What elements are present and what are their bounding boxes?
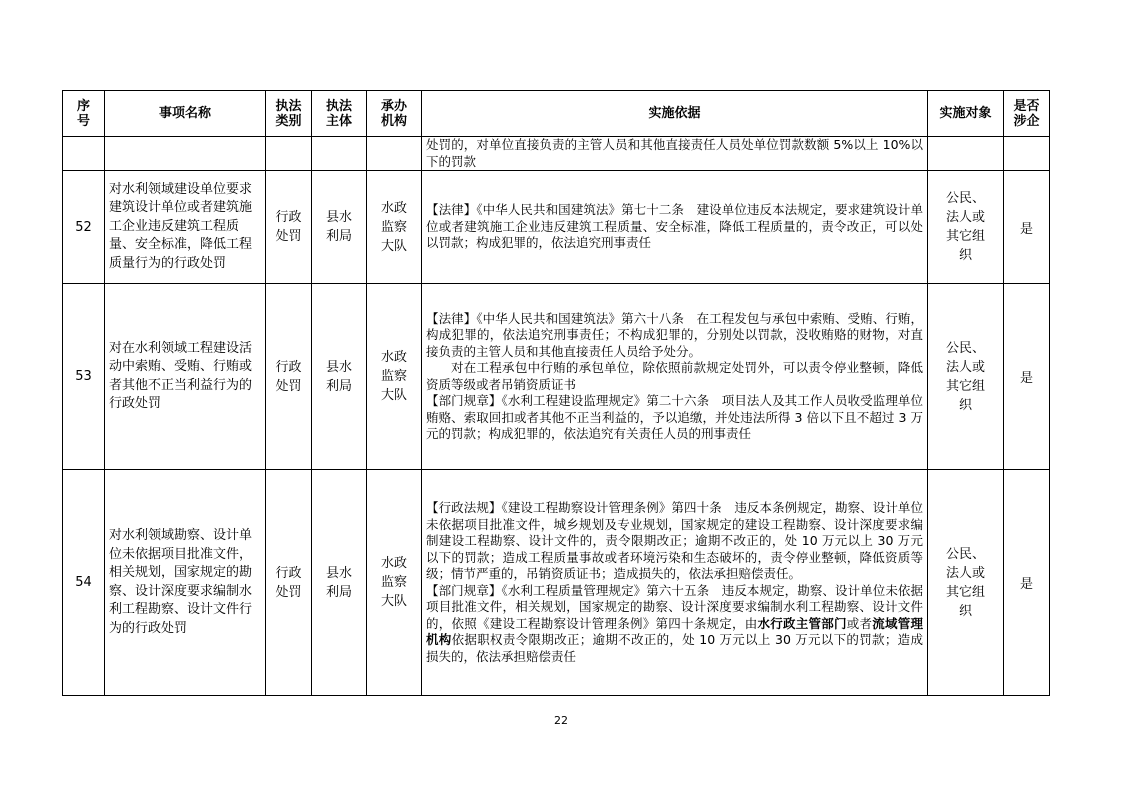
header-basis: 实施依据 — [422, 91, 928, 137]
row-name: 对在水利领域工程建设活动中索贿、受贿、行贿或者其他不正当利益行为的行政处罚 — [105, 284, 266, 470]
enforcement-table — [62, 90, 1050, 696]
row-type: 行政处罚 — [266, 284, 312, 470]
header-agency: 承办机构 — [367, 91, 422, 137]
header-row — [63, 91, 1050, 137]
header-enterprise: 是否涉企 — [1004, 91, 1050, 137]
row-basis — [422, 171, 928, 284]
row-agency: 水政监察大队 — [367, 470, 422, 696]
row-no: 54 — [63, 470, 105, 696]
basis-paragraph: 【部门规章】《水利工程建设监理规定》第二十六条 项目法人及其工作人员收受监理单位贿赂、索取回扣或者其他不正当利益的，予以追缴，并处违法所得 3 倍以下且不超过 3 万元的罚款；构成犯罪的，依法追究有关责任人员的刑事责任 — [426, 393, 923, 441]
continued-basis: 处罚的，对单位直接负责的主管人员和其他直接责任人员处单位罚款数额 5%以上 10%以下的罚款 — [422, 137, 928, 171]
row-type: 行政处罚 — [266, 171, 312, 284]
row-agency: 水政监察大队 — [367, 171, 422, 284]
row-target: 公民、法人或其它组织 — [928, 284, 1004, 470]
row-name: 对水利领域建设单位要求建筑设计单位或者建筑施工企业违反建筑工程质量、安全标准，降低工程质量行为的行政处罚 — [105, 171, 266, 284]
row-no: 52 — [63, 171, 105, 284]
row-basis — [422, 470, 928, 696]
basis-paragraph: 【行政法规】《建设工程勘察设计管理条例》第四十条 违反本条例规定，勘察、设计单位未依据项目批准文件，城乡规划及专业规划，国家规定的建设工程勘察、设计深度要求编制建设工程勘察、设计文件的，责令限期改正；逾期不改正的，处 10 万元以上 30 万元以下的罚款；造成工程质量事故或者环境污染和生态破坏的，责令停业整顿，降低资质等级；情节严重的，吊销资质证书；造成损失的，依法承担赔偿责任。 — [426, 500, 923, 581]
row-type: 行政处罚 — [266, 470, 312, 696]
continued-row — [63, 137, 1050, 171]
header-name: 事项名称 — [105, 91, 266, 137]
basis-paragraph: 【法律】《中华人民共和国建筑法》第七十二条 建设单位违反本法规定，要求建筑设计单位或者建筑施工企业违反建筑工程质量、安全标准，降低工程质量的，责令改正，可以处以罚款；构成犯罪的，依法追究刑事责任 — [426, 202, 923, 251]
header-type: 执法类别 — [266, 91, 312, 137]
row-no: 53 — [63, 284, 105, 470]
row-enterprise: 是 — [1004, 171, 1050, 284]
basis-paragraph: 对在工程承包中行贿的承包单位，除依照前款规定处罚外，可以责令停业整顿，降低资质等级或者吊销资质证书 — [426, 360, 923, 392]
basis-paragraph: 【部门规章】《水利工程质量管理规定》第六十五条 违反本规定，勘察、设计单位未依据项目批准文件，相关规划，国家规定的勘察、设计深度要求编制水利工程勘察、设计文件的，依照《建设工程勘察设计管理条例》第四十条规定，由水行政主管部门或者流域管理机构依据职权责令限期改正；逾期不改正的，处 10 万元以上 30 万元以下的罚款；造成损失的，依法承担赔偿责任 — [426, 582, 923, 664]
header-subject: 执法主体 — [312, 91, 367, 137]
table-row — [63, 470, 1050, 696]
row-target: 公民、法人或其它组织 — [928, 171, 1004, 284]
table-row — [63, 284, 1050, 470]
row-agency: 水政监察大队 — [367, 284, 422, 470]
row-enterprise: 是 — [1004, 470, 1050, 696]
row-basis — [422, 284, 928, 470]
bold-authority: 水行政主管部门 — [757, 615, 847, 631]
row-target: 公民、法人或其它组织 — [928, 470, 1004, 696]
row-subject: 县水利局 — [312, 470, 367, 696]
header-target: 实施对象 — [928, 91, 1004, 137]
row-name: 对水利领域勘察、设计单位未依据项目批准文件，相关规划，国家规定的勘察、设计深度要求编制水利工程勘察、设计文件行为的行政处罚 — [105, 470, 266, 696]
bold-authority: 流域管理机构 — [426, 615, 923, 647]
basis-paragraph: 【法律】《中华人民共和国建筑法》第六十八条 在工程发包与承包中索贿、受贿、行贿，构成犯罪的，依法追究刑事责任；不构成犯罪的，分别处以罚款，没收贿赂的财物，对直接负责的主管人员和其他直接责任人员给予处分。 — [426, 310, 923, 359]
row-enterprise: 是 — [1004, 284, 1050, 470]
header-no: 序号 — [63, 91, 105, 137]
page-number: 22 — [554, 714, 568, 727]
row-subject: 县水利局 — [312, 284, 367, 470]
table-row — [63, 171, 1050, 284]
row-subject: 县水利局 — [312, 171, 367, 284]
